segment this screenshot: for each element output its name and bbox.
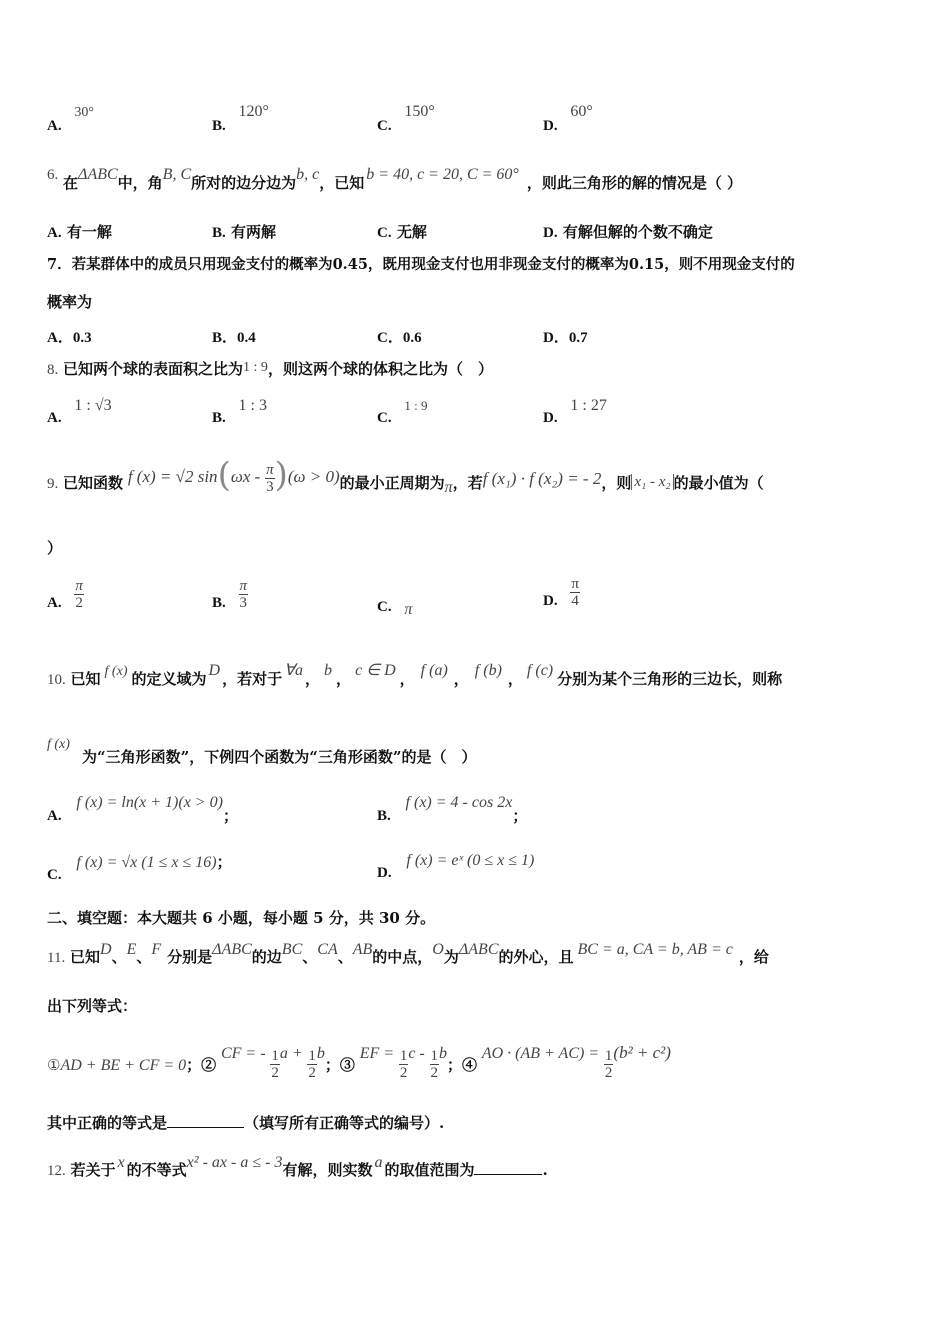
answer-blank[interactable] — [474, 1174, 542, 1175]
q11-half-5: $\frac{1}{2}$ — [604, 1047, 613, 1081]
q7-option-b: B．0.4 — [212, 330, 256, 346]
left-paren: ( — [217, 455, 231, 495]
q11-half-1: $\frac{1}{2}$ — [271, 1047, 279, 1081]
q6-option-d: D. 有解但解的个数不确定 — [543, 223, 713, 241]
section-heading-fill-in: 二、填空题：本大题共 6 小题，每小题 5 分，共 30 分。 — [47, 909, 436, 927]
q9-option-b: B. $\frac{\pi}{3}$ — [212, 578, 248, 611]
q7-option-a: A．0.3 — [47, 330, 92, 346]
q11-half-3: $\frac{1}{2}$ — [399, 1047, 408, 1081]
q9-stem: 9. 已知函数 f (x) = √2 sin(ωx - $\frac{\pi}{3}$ )(ω > 0)的最小正周期为π，若f (x₁) · f (x₂) = - 2，则 x₁ - x₂ 的最小值为（ — [47, 455, 764, 496]
q7-option-c: C．0.6 — [377, 330, 422, 346]
q10-option-c: C. f (x) = √x (1 ≤ x ≤ 16)； — [47, 853, 232, 883]
q10-stem-line1: 10. 已知 f (x) 的定义域为 D ，若对于 ∀a ， b ， c ∈ D ， f (a) ， f (b) ， f (c) 分别为某个三角形的三边长，则称 — [47, 662, 783, 688]
q10-stem-line2: f (x) 为“三角形函数”，下例四个函数为“三角形函数”的是（ ） — [47, 737, 477, 766]
q8-option-c: C. 1 : 9 — [377, 398, 428, 426]
q7-stem-line1: 7．若某群体中的成员只用现金支付的概率为0.45，既用现金支付也用非现金支付的概率为0.15，则不用现金支付的 — [47, 256, 795, 273]
q5-option-c: C. 150° — [377, 103, 435, 134]
q9-option-a-frac: $\frac{\pi}{2}$ — [75, 578, 83, 611]
q7-option-d: D．0.7 — [543, 330, 588, 346]
q10-option-a: A. f (x) = ln(x + 1)(x > 0)； — [47, 794, 238, 825]
q6-option-b: B. 有两解 — [212, 223, 277, 241]
answer-blank[interactable] — [167, 1127, 244, 1128]
q6-option-a: A. 有一解 — [47, 223, 112, 241]
q7-stem-line2: 概率为 — [47, 293, 93, 311]
q5-option-a: A. 30° — [47, 105, 94, 134]
q11-half-4: $\frac{1}{2}$ — [430, 1047, 439, 1081]
q10-option-d: D. f (x) = eˣ (0 ≤ x ≤ 1) — [377, 852, 535, 881]
q8-option-a: A. 1 : √3 — [47, 397, 112, 426]
q9-option-d: D. $\frac{\pi}{4}$ — [543, 576, 579, 609]
right-paren: ) — [274, 455, 288, 495]
q9-frac-pi-3: $\frac{\pi}{3}$ — [266, 461, 274, 495]
q11-equations: ①AD + BE + CF = 0；② CF = - $\frac{1}{2}$ a + $\frac{1}{2}$ b；③ EF = $\frac{1}{2}$ c - $\frac{1}{2}$ b；④ AO · (AB + AC) = $\frac{1}{2}$ (b² + c²) — [47, 1043, 671, 1081]
q11-stem-line4: 其中正确的等式是 （填写所有正确等式的编号）. — [47, 1114, 445, 1132]
q9-option-a: A. $\frac{\pi}{2}$ — [47, 578, 83, 611]
q5-option-b: B. 120° — [212, 103, 269, 134]
q12-stem: 12. 若关于 x 的不等式x² - ax - a ≤ - 3有解，则实数 a 的取值范围为 . — [47, 1154, 548, 1179]
q11-stem-line2: 出下列等式： — [47, 997, 138, 1015]
q8-option-b: B. 1 : 3 — [212, 397, 267, 426]
q8-stem: 8. 已知两个球的表面积之比为1 : 9，则这两个球的体积之比为（ ） — [47, 360, 493, 378]
q9-stem-line2: ） — [47, 539, 63, 557]
q9-option-b-frac: $\frac{\pi}{3}$ — [239, 578, 248, 611]
q11-stem-line1: 11. 已知D、E、F 分别是ΔABC的边BC、CA、AB的中点，O为ΔABC的外心，且 BC = a, CA = b, AB = c ，给 — [47, 941, 769, 966]
q6-stem: 6. 在ΔABC中，角B, C所对的边分边为b, c，已知 b = 40, c = 20, C = 60° ，则此三角形的解的情况是（ ） — [47, 166, 743, 192]
q6-option-c: C. 无解 — [377, 223, 427, 241]
q9-option-c: C. π — [377, 599, 413, 618]
q9-option-d-frac: $\frac{\pi}{4}$ — [571, 576, 579, 609]
q8-option-d: D. 1 : 27 — [543, 397, 607, 426]
q10-option-b: B. f (x) = 4 - cos 2x； — [377, 794, 528, 825]
q11-half-2: $\frac{1}{2}$ — [308, 1047, 316, 1081]
q5-option-d: D. 60° — [543, 103, 593, 134]
